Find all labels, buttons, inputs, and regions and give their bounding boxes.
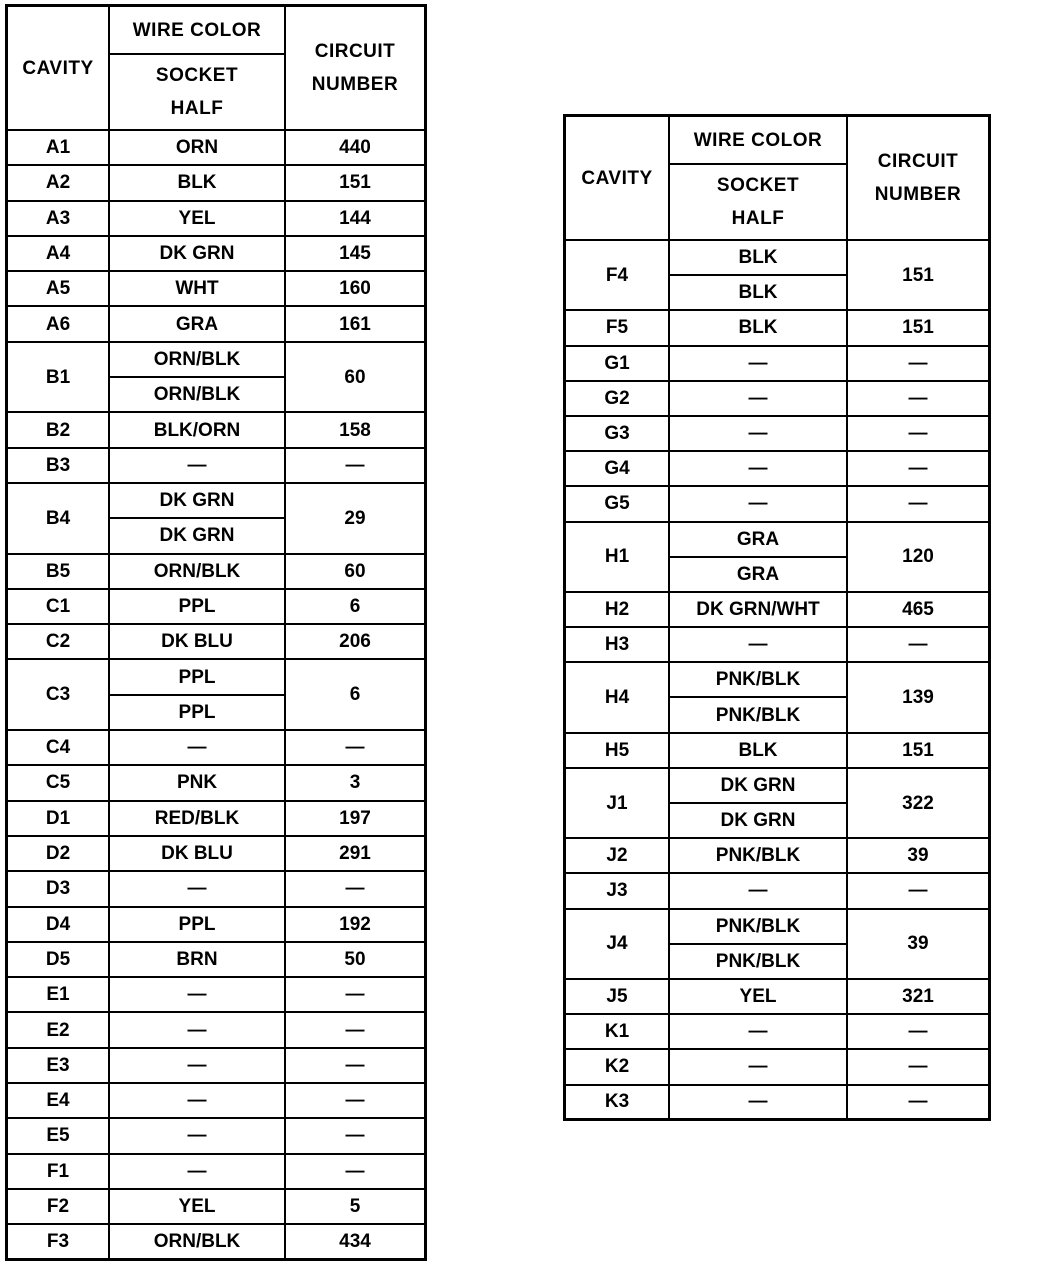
circuit-header-line1: CIRCUIT (314, 41, 396, 62)
table-row (7, 165, 426, 200)
wire-color-cell: DK GRN (109, 236, 285, 271)
cavity-cell: D1 (7, 801, 110, 836)
cavity-header: CAVITY (565, 116, 670, 241)
wire-color-cell: BRN (109, 942, 285, 977)
wire-color-cell: ORN (109, 130, 285, 165)
table-row (7, 1012, 426, 1047)
table-row (7, 942, 426, 977)
table-row (565, 240, 990, 275)
circuit-number-cell: 321 (847, 979, 990, 1014)
circuit-number-cell: 39 (847, 838, 990, 873)
circuit-number-cell: 322 (847, 768, 990, 838)
cavity-cell: D3 (7, 871, 110, 906)
circuit-number-cell: 145 (285, 236, 426, 271)
circuit-number-cell: — (847, 1049, 990, 1084)
cavity-header: CAVITY (7, 6, 110, 131)
table-row (565, 873, 990, 908)
wire-color-cell: PNK/BLK (669, 838, 847, 873)
table-row (565, 1049, 990, 1084)
table-row (7, 624, 426, 659)
circuit-number-cell: — (285, 977, 426, 1012)
circuit-number-cell: 465 (847, 592, 990, 627)
wire-color-cell: DK GRN (109, 483, 285, 518)
cavity-cell: E3 (7, 1048, 110, 1083)
circuit-number-cell: 197 (285, 801, 426, 836)
wire-color-cell: — (109, 448, 285, 483)
table-row (565, 486, 990, 521)
socket-half-header (109, 54, 285, 130)
circuit-number-cell: 206 (285, 624, 426, 659)
wire-color-cell: — (669, 486, 847, 521)
wire-color-cell: — (109, 730, 285, 765)
wire-color-cell: — (109, 871, 285, 906)
circuit-number-cell: 29 (285, 483, 426, 554)
cavity-cell: A6 (7, 306, 110, 341)
wire-color-cell: BLK (669, 310, 847, 345)
wire-color-cell: PPL (109, 695, 285, 730)
circuit-number-header (285, 6, 426, 131)
circuit-number-cell: — (847, 451, 990, 486)
socket-half-header (669, 164, 847, 240)
cavity-cell: B2 (7, 412, 110, 447)
cavity-cell: G3 (565, 416, 670, 451)
table-row (7, 659, 426, 694)
wire-color-cell: DK GRN (109, 518, 285, 553)
wire-color-cell: — (669, 381, 847, 416)
circuit-number-cell: — (847, 627, 990, 662)
cavity-cell: G5 (565, 486, 670, 521)
wire-color-cell: DK BLU (109, 836, 285, 871)
cavity-cell: J3 (565, 873, 670, 908)
cavity-cell: E2 (7, 1012, 110, 1047)
circuit-number-cell: 161 (285, 306, 426, 341)
table-row (7, 306, 426, 341)
circuit-number-cell: 151 (285, 165, 426, 200)
wire-color-cell: ORN/BLK (109, 377, 285, 412)
table-row (565, 381, 990, 416)
cavity-cell: A5 (7, 271, 110, 306)
wire-color-cell: — (669, 416, 847, 451)
circuit-number-cell: — (847, 486, 990, 521)
cavity-cell: A2 (7, 165, 110, 200)
circuit-number-cell: — (285, 1048, 426, 1083)
cavity-cell: J4 (565, 909, 670, 979)
circuit-number-cell: 440 (285, 130, 426, 165)
table-row (7, 871, 426, 906)
table-row (565, 1085, 990, 1120)
circuit-number-cell: 144 (285, 201, 426, 236)
cavity-cell: J5 (565, 979, 670, 1014)
table-row (565, 838, 990, 873)
wire-color-cell: DK BLU (109, 624, 285, 659)
circuit-number-cell: 120 (847, 522, 990, 592)
wire-color-cell: PPL (109, 907, 285, 942)
right-pinout-table (563, 114, 991, 1121)
table-row (565, 416, 990, 451)
circuit-number-cell: 151 (847, 310, 990, 345)
wire-color-cell: BLK (109, 165, 285, 200)
cavity-cell: K2 (565, 1049, 670, 1084)
wire-color-cell: — (669, 346, 847, 381)
circuit-number-cell: 50 (285, 942, 426, 977)
table-row (565, 346, 990, 381)
circuit-number-cell: 39 (847, 909, 990, 979)
wire-color-cell: — (669, 873, 847, 908)
socket-header-line1: SOCKET (716, 175, 800, 196)
wire-color-cell: YEL (109, 201, 285, 236)
circuit-number-cell: — (285, 1083, 426, 1118)
cavity-cell: J2 (565, 838, 670, 873)
socket-header-line2: HALF (170, 98, 224, 119)
wire-color-cell: — (669, 1014, 847, 1049)
wire-color-cell: — (669, 627, 847, 662)
wire-color-cell: BLK (669, 240, 847, 275)
table-row (7, 907, 426, 942)
cavity-cell: B4 (7, 483, 110, 554)
cavity-cell: H5 (565, 733, 670, 768)
left-table-body (7, 130, 426, 1260)
circuit-number-cell: 151 (847, 733, 990, 768)
cavity-cell: F5 (565, 310, 670, 345)
cavity-cell: B3 (7, 448, 110, 483)
table-row (7, 1048, 426, 1083)
circuit-number-cell: — (847, 381, 990, 416)
table-row (7, 977, 426, 1012)
wire-color-cell: — (109, 1083, 285, 1118)
wire-color-cell: DK GRN (669, 768, 847, 803)
circuit-number-cell: 5 (285, 1189, 426, 1224)
cavity-cell: K1 (565, 1014, 670, 1049)
circuit-number-cell: — (847, 1085, 990, 1120)
circuit-number-cell: 3 (285, 765, 426, 800)
table-row (565, 1014, 990, 1049)
cavity-cell: F2 (7, 1189, 110, 1224)
table-row (7, 130, 426, 165)
table-row (7, 1154, 426, 1189)
cavity-cell: E1 (7, 977, 110, 1012)
cavity-cell: H1 (565, 522, 670, 592)
cavity-cell: J1 (565, 768, 670, 838)
table-row (7, 589, 426, 624)
cavity-cell: G1 (565, 346, 670, 381)
cavity-cell: C5 (7, 765, 110, 800)
wire-color-cell: PNK/BLK (669, 909, 847, 944)
cavity-cell: A3 (7, 201, 110, 236)
wire-color-cell: — (109, 977, 285, 1012)
cavity-cell: A4 (7, 236, 110, 271)
table-row (7, 1189, 426, 1224)
circuit-number-cell: 6 (285, 589, 426, 624)
table-row (7, 1224, 426, 1259)
wire-color-cell: YEL (669, 979, 847, 1014)
circuit-number-header (847, 116, 990, 241)
table-row (7, 730, 426, 765)
wire-color-cell: — (109, 1012, 285, 1047)
circuit-header-line2: NUMBER (311, 74, 399, 95)
table-row (565, 768, 990, 803)
wire-color-header: WIRE COLOR (109, 6, 285, 55)
circuit-number-cell: — (847, 346, 990, 381)
cavity-cell: D5 (7, 942, 110, 977)
wire-color-cell: BLK/ORN (109, 412, 285, 447)
circuit-number-cell: 434 (285, 1224, 426, 1259)
cavity-cell: C1 (7, 589, 110, 624)
circuit-number-cell: — (285, 1012, 426, 1047)
table-row (7, 271, 426, 306)
wire-color-cell: PPL (109, 589, 285, 624)
table-row (7, 483, 426, 518)
circuit-number-cell: — (285, 1118, 426, 1153)
left-pinout-table (5, 4, 427, 1261)
table-row (7, 201, 426, 236)
cavity-cell: C2 (7, 624, 110, 659)
wire-color-cell: — (109, 1048, 285, 1083)
circuit-number-cell: — (285, 871, 426, 906)
cavity-cell: K3 (565, 1085, 670, 1120)
wire-color-cell: ORN/BLK (109, 1224, 285, 1259)
table-row (7, 1083, 426, 1118)
socket-header-line2: HALF (731, 208, 785, 229)
wire-color-cell: — (109, 1154, 285, 1189)
wire-color-header: WIRE COLOR (669, 116, 847, 165)
cavity-cell: F4 (565, 240, 670, 310)
circuit-number-cell: — (285, 1154, 426, 1189)
wire-color-cell: — (669, 451, 847, 486)
table-row (565, 627, 990, 662)
cavity-cell: D4 (7, 907, 110, 942)
wire-color-cell: WHT (109, 271, 285, 306)
wire-color-cell: — (109, 1118, 285, 1153)
right-table-body (565, 240, 990, 1120)
wire-color-cell: GRA (669, 522, 847, 557)
table-row (565, 662, 990, 697)
table-row (7, 1118, 426, 1153)
table-row (565, 451, 990, 486)
table-row (7, 836, 426, 871)
socket-header-line1: SOCKET (155, 65, 239, 86)
cavity-cell: F1 (7, 1154, 110, 1189)
circuit-number-cell: 139 (847, 662, 990, 732)
wire-color-cell: BLK (669, 275, 847, 310)
wire-color-cell: GRA (669, 557, 847, 592)
wire-color-cell: RED/BLK (109, 801, 285, 836)
table-row (7, 801, 426, 836)
wire-color-cell: DK GRN (669, 803, 847, 838)
circuit-number-cell: — (847, 1014, 990, 1049)
cavity-cell: C3 (7, 659, 110, 730)
circuit-number-cell: 60 (285, 554, 426, 589)
cavity-cell: E5 (7, 1118, 110, 1153)
table-row (7, 412, 426, 447)
table-row (565, 979, 990, 1014)
wire-color-cell: PNK (109, 765, 285, 800)
wire-color-cell: ORN/BLK (109, 554, 285, 589)
cavity-cell: H3 (565, 627, 670, 662)
cavity-cell: H4 (565, 662, 670, 732)
wire-color-cell: YEL (109, 1189, 285, 1224)
circuit-number-cell: 151 (847, 240, 990, 310)
table-row (565, 592, 990, 627)
table-row (7, 342, 426, 377)
circuit-number-cell: — (285, 730, 426, 765)
wire-color-cell: — (669, 1085, 847, 1120)
wire-color-cell: ORN/BLK (109, 342, 285, 377)
wire-color-cell: DK GRN/WHT (669, 592, 847, 627)
table-row (565, 310, 990, 345)
cavity-cell: H2 (565, 592, 670, 627)
table-row (565, 522, 990, 557)
wire-color-cell: PPL (109, 659, 285, 694)
circuit-number-cell: — (285, 448, 426, 483)
wire-color-cell: — (669, 1049, 847, 1084)
wire-color-cell: BLK (669, 733, 847, 768)
circuit-number-cell: 291 (285, 836, 426, 871)
wire-color-cell: PNK/BLK (669, 697, 847, 732)
circuit-number-cell: 60 (285, 342, 426, 413)
circuit-number-cell: 6 (285, 659, 426, 730)
table-row (7, 236, 426, 271)
table-row (7, 448, 426, 483)
cavity-cell: G4 (565, 451, 670, 486)
cavity-cell: A1 (7, 130, 110, 165)
cavity-cell: B1 (7, 342, 110, 413)
wire-color-cell: PNK/BLK (669, 662, 847, 697)
wire-color-cell: PNK/BLK (669, 944, 847, 979)
circuit-header-line1: CIRCUIT (877, 151, 959, 172)
wire-color-cell: GRA (109, 306, 285, 341)
cavity-cell: G2 (565, 381, 670, 416)
cavity-cell: B5 (7, 554, 110, 589)
cavity-cell: D2 (7, 836, 110, 871)
circuit-header-line2: NUMBER (874, 184, 962, 205)
cavity-cell: F3 (7, 1224, 110, 1259)
circuit-number-cell: — (847, 416, 990, 451)
circuit-number-cell: 158 (285, 412, 426, 447)
table-row (7, 554, 426, 589)
circuit-number-cell: — (847, 873, 990, 908)
table-row (565, 909, 990, 944)
circuit-number-cell: 192 (285, 907, 426, 942)
circuit-number-cell: 160 (285, 271, 426, 306)
table-row (7, 765, 426, 800)
cavity-cell: C4 (7, 730, 110, 765)
table-row (565, 733, 990, 768)
cavity-cell: E4 (7, 1083, 110, 1118)
